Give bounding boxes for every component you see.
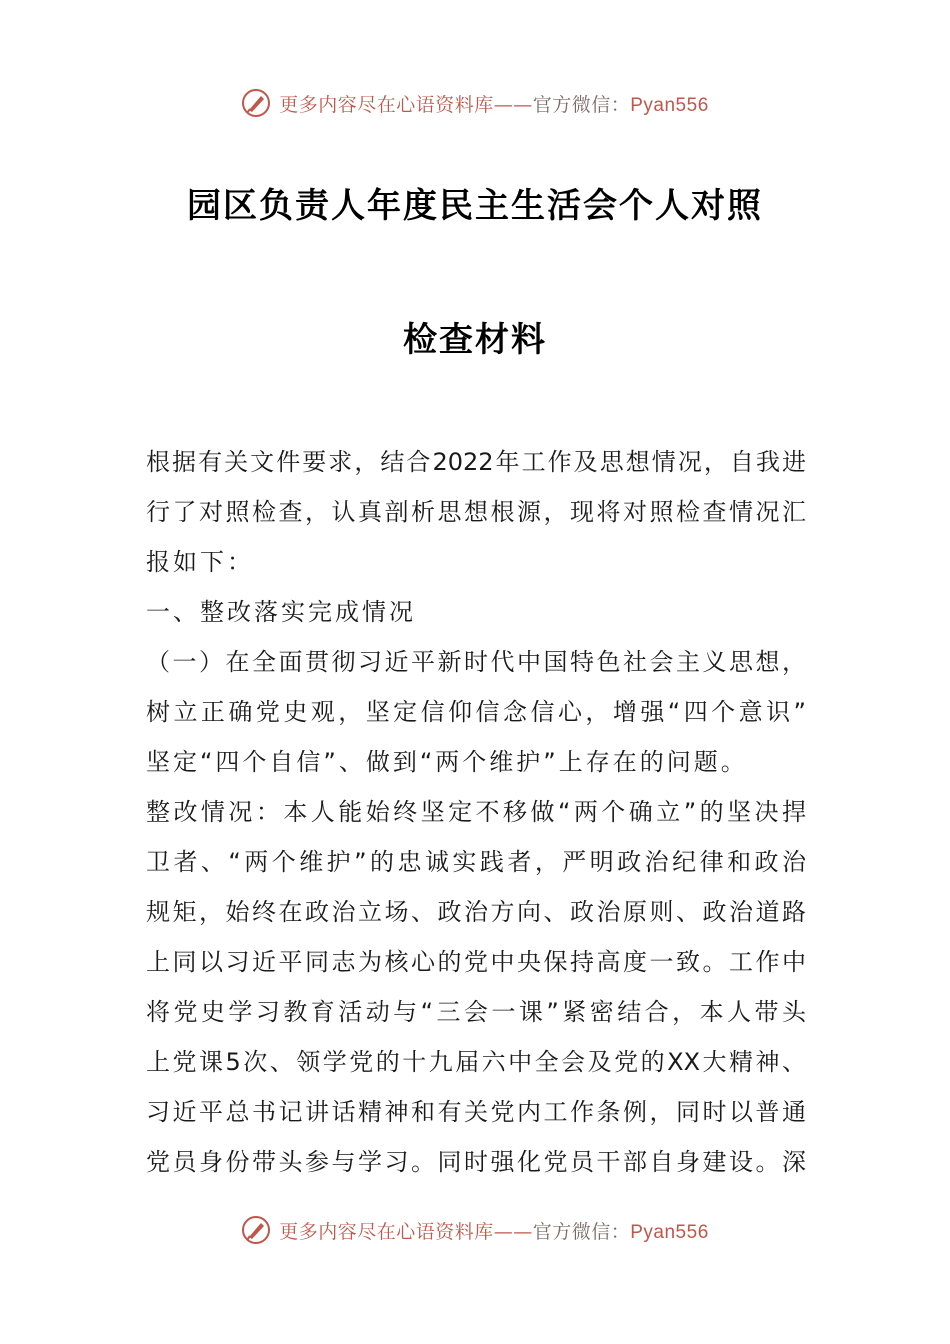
watermark-separator: —— — [493, 1220, 533, 1243]
watermark-wechat-id: Pyan556 — [630, 94, 709, 116]
watermark-text — [279, 90, 709, 117]
body-line: 树立正确党史观，坚定信仰信念信心，增强“四个意识” — [146, 698, 806, 726]
body-line: 根据有关文件要求，结合2022年工作及思想情况，自我进 — [146, 448, 806, 476]
quill-logo-icon — [241, 88, 271, 118]
watermark-text — [279, 1217, 709, 1244]
document-title-line-1: 园区负责人年度民主生活会个人对照 — [187, 186, 763, 226]
body-line: 报如下： — [146, 548, 254, 576]
body-line: 行了对照检查，认真剖析思想根源，现将对照检查情况汇 — [146, 498, 806, 526]
watermark-header — [0, 83, 950, 123]
body-line: （一）在全面贯彻习近平新时代中国特色社会主义思想， — [146, 648, 806, 676]
watermark-site-text: 更多内容尽在心语资料库 — [279, 93, 494, 116]
watermark-wechat-label: 官方微信： — [532, 93, 631, 116]
body-line: 上党课5次、领学党的十九届六中全会及党的XX大精神、 — [146, 1048, 806, 1076]
body-line: 党员身份带头参与学习。同时强化党员干部自身建设。深 — [146, 1148, 806, 1176]
document-title-line-2: 检查材料 — [403, 320, 547, 360]
watermark-site-text: 更多内容尽在心语资料库 — [279, 1220, 494, 1243]
watermark-separator: —— — [493, 93, 533, 116]
body-line: 坚定“四个自信”、做到“两个维护”上存在的问题。 — [146, 748, 748, 776]
quill-logo-icon — [241, 1215, 271, 1245]
body-line: 整改情况：本人能始终坚定不移做“两个确立”的坚决捍 — [146, 798, 806, 826]
body-line: 规矩，始终在政治立场、政治方向、政治原则、政治道路 — [146, 898, 806, 926]
document-body — [146, 437, 806, 1187]
body-line: 习近平总书记讲话精神和有关党内工作条例，同时以普通 — [146, 1098, 806, 1126]
section-heading: 一、整改落实完成情况 — [146, 598, 416, 626]
body-line: 卫者、“两个维护”的忠诚实践者，严明政治纪律和政治 — [146, 848, 806, 876]
body-line: 将党史学习教育活动与“三会一课”紧密结合，本人带头 — [146, 998, 806, 1026]
watermark-wechat-label: 官方微信： — [532, 1220, 631, 1243]
body-line: 上同以习近平同志为核心的党中央保持高度一致。工作中 — [146, 948, 806, 976]
watermark-wechat-id: Pyan556 — [630, 1221, 709, 1243]
watermark-footer — [0, 1210, 950, 1250]
